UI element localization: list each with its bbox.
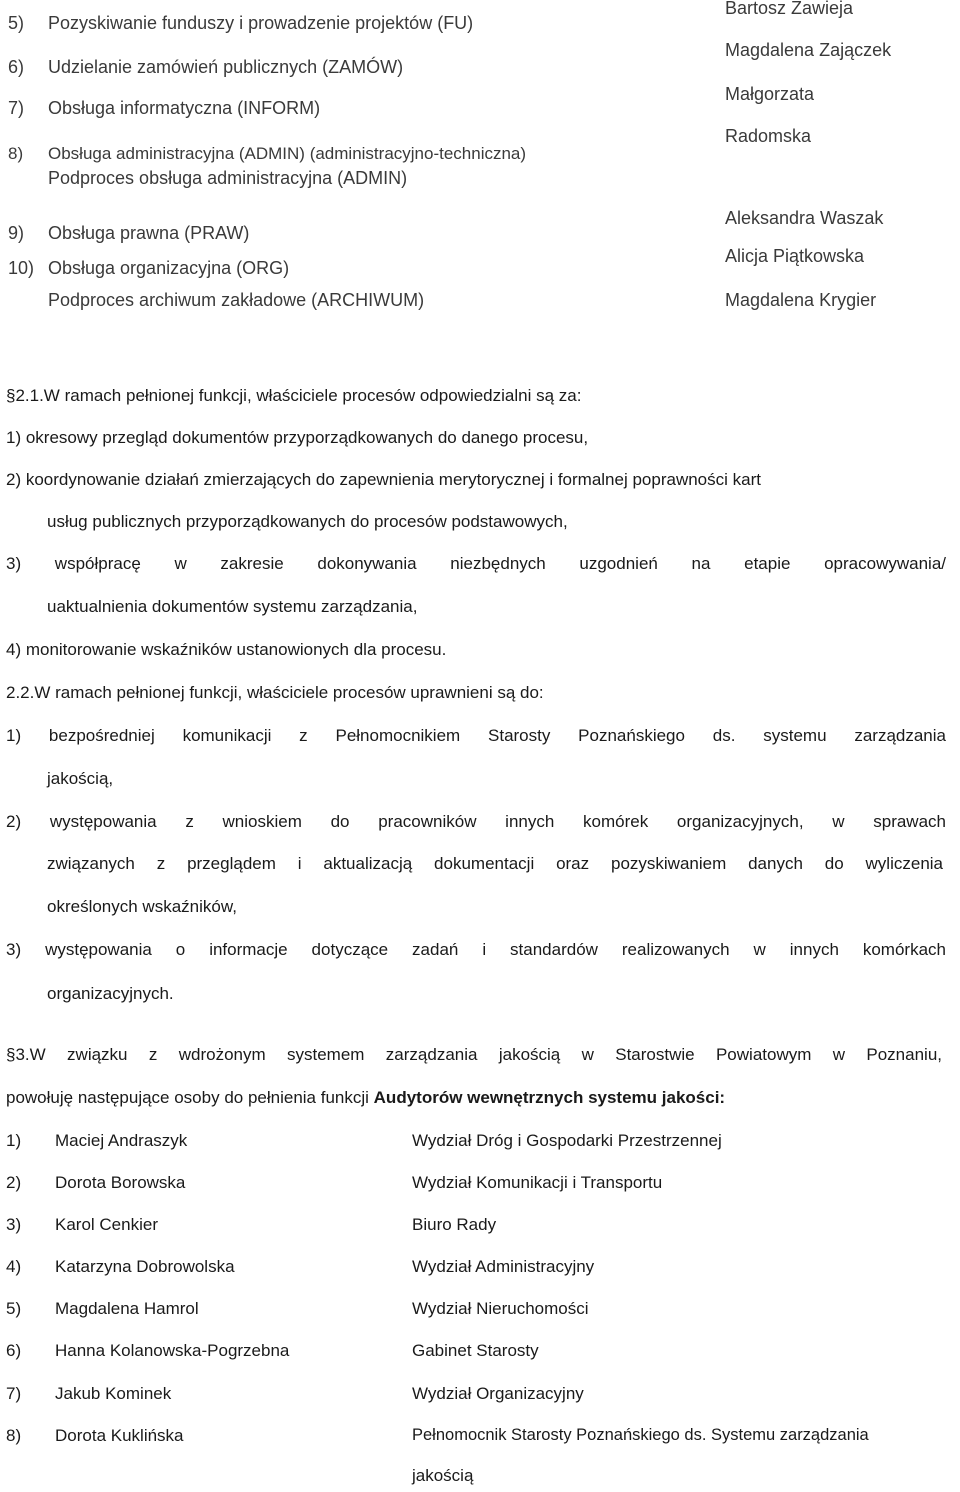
auditor-name: Dorota Borowska (55, 1173, 186, 1192)
section-2-1-item-4: 4) monitorowanie wskaźników ustanowionych dla procesu. (6, 640, 447, 659)
section-2-2-heading: 2.2.W ramach pełnionej funkcji, właściciele procesów uprawnieni są do: (6, 683, 544, 702)
process-10-num: 10) (8, 258, 35, 278)
process-9-text: Obsługa prawna (PRAW) (48, 223, 250, 243)
auditor-num: 7) (6, 1384, 22, 1403)
process-7-num: 7) (8, 98, 25, 118)
subprocess-archiwum-text: Podproces archiwum zakładowe (ARCHIWUM) (48, 290, 425, 310)
auditor-num: 8) (6, 1426, 22, 1445)
auditor-unit: Pełnomocnik Starosty Poznańskiego ds. Systemu zarządzania (412, 1426, 869, 1444)
owner-name: Alicja Piątkowska (725, 246, 865, 266)
section-2-1-item-1: 1) okresowy przegląd dokumentów przyporządkowanych do danego procesu, (6, 428, 589, 447)
owner-name: Magdalena Zajączek (725, 40, 892, 60)
auditor-num: 2) (6, 1173, 22, 1192)
section-2-2-item-2: 2) występowania z wnioskiem do pracowników innych komórek organizacyjnych, w sprawach (6, 812, 946, 831)
auditor-unit: Wydział Komunikacji i Transportu (412, 1173, 663, 1192)
owner-name: Aleksandra Waszak (725, 208, 884, 228)
owner-name: Magdalena Krygier (725, 290, 877, 310)
auditor-name: Magdalena Hamrol (55, 1299, 199, 1318)
section-2-1-item-2: 2) koordynowanie działań zmierzających do zapewnienia merytorycznej i formalnej poprawności kart (6, 470, 761, 489)
owner-name: Bartosz Zawieja (725, 0, 854, 18)
section-2-1-item-3-cont: uaktualnienia dokumentów systemu zarządzania, (47, 597, 418, 616)
process-8-num: 8) (8, 144, 24, 163)
process-10-text: Obsługa organizacyjna (ORG) (48, 258, 290, 278)
auditor-name: Hanna Kolanowska-Pogrzebna (55, 1341, 290, 1360)
auditor-num: 1) (6, 1131, 22, 1150)
auditor-name: Maciej Andraszyk (55, 1131, 188, 1150)
process-9-num: 9) (8, 223, 25, 243)
owner-name: Radomska (725, 126, 812, 146)
auditor-name: Dorota Kuklińska (55, 1426, 184, 1445)
owner-name: Małgorzata (725, 84, 815, 104)
section-3-line-2-bold: Audytorów wewnętrznych systemu jakości: (373, 1088, 726, 1107)
section-3-line-2-prefix: powołuję następujące osoby do pełnienia funkcji (6, 1088, 374, 1107)
process-5-num: 5) (8, 13, 25, 33)
section-2-1-item-2-cont: usług publicznych przyporządkowanych do procesów podstawowych, (47, 512, 568, 531)
auditor-unit: Wydział Administracyjny (412, 1257, 595, 1276)
auditor-num: 4) (6, 1257, 22, 1276)
section-2-2-item-2-cont2: określonych wskaźników, (47, 897, 237, 916)
auditor-unit: Wydział Dróg i Gospodarki Przestrzennej (412, 1131, 722, 1150)
auditor-unit: Gabinet Starosty (412, 1341, 539, 1360)
process-7-text: Obsługa informatyczna (INFORM) (48, 98, 321, 118)
auditor-unit: Wydział Nieruchomości (412, 1299, 589, 1318)
section-2-2-item-3: 3) występowania o informacje dotyczące zadań i standardów realizowanych w innych komórkach (6, 940, 946, 959)
section-2-2-item-1-cont: jakością, (47, 769, 114, 788)
auditor-name: Karol Cenkier (55, 1215, 158, 1234)
auditor-name: Katarzyna Dobrowolska (55, 1257, 235, 1276)
auditor-name: Jakub Kominek (55, 1384, 172, 1403)
section-2-2-item-1: 1) bezpośredniej komunikacji z Pełnomocnikiem Starosty Poznańskiego ds. systemu zarządzania (6, 726, 946, 745)
process-8-text: Obsługa administracyjna (ADMIN) (administracyjno-techniczna) (48, 144, 527, 163)
auditor-unit-cont: jakością (412, 1466, 474, 1485)
subprocess-admin-text: Podproces obsługa administracyjna (ADMIN) (48, 168, 408, 188)
process-6-num: 6) (8, 57, 25, 77)
process-6-text: Udzielanie zamówień publicznych (ZAMÓW) (48, 57, 404, 77)
section-3-line-2 (6, 1088, 725, 1108)
section-2-2-item-2-cont: związanych z przeglądem i aktualizacją dokumentacji oraz pozyskiwaniem danych do wyliczenia (47, 854, 943, 873)
auditor-unit: Biuro Rady (412, 1215, 497, 1234)
process-5-text: Pozyskiwanie funduszy i prowadzenie projektów (FU) (48, 13, 474, 33)
auditor-unit: Wydział Organizacyjny (412, 1384, 584, 1403)
auditor-num: 3) (6, 1215, 22, 1234)
auditor-num: 6) (6, 1341, 22, 1360)
section-3-line-1: §3.W związku z wdrożonym systemem zarządzania jakością w Starostwie Powiatowym w Poznaniu, (6, 1045, 942, 1064)
section-2-2-item-3-cont: organizacyjnych. (47, 984, 174, 1003)
auditor-num: 5) (6, 1299, 22, 1318)
section-2-1-heading: §2.1.W ramach pełnionej funkcji, właściciele procesów odpowiedzialni są za: (6, 386, 582, 405)
section-2-1-item-3: 3) współpracę w zakresie dokonywania niezbędnych uzgodnień na etapie opracowywania/ (6, 554, 946, 573)
